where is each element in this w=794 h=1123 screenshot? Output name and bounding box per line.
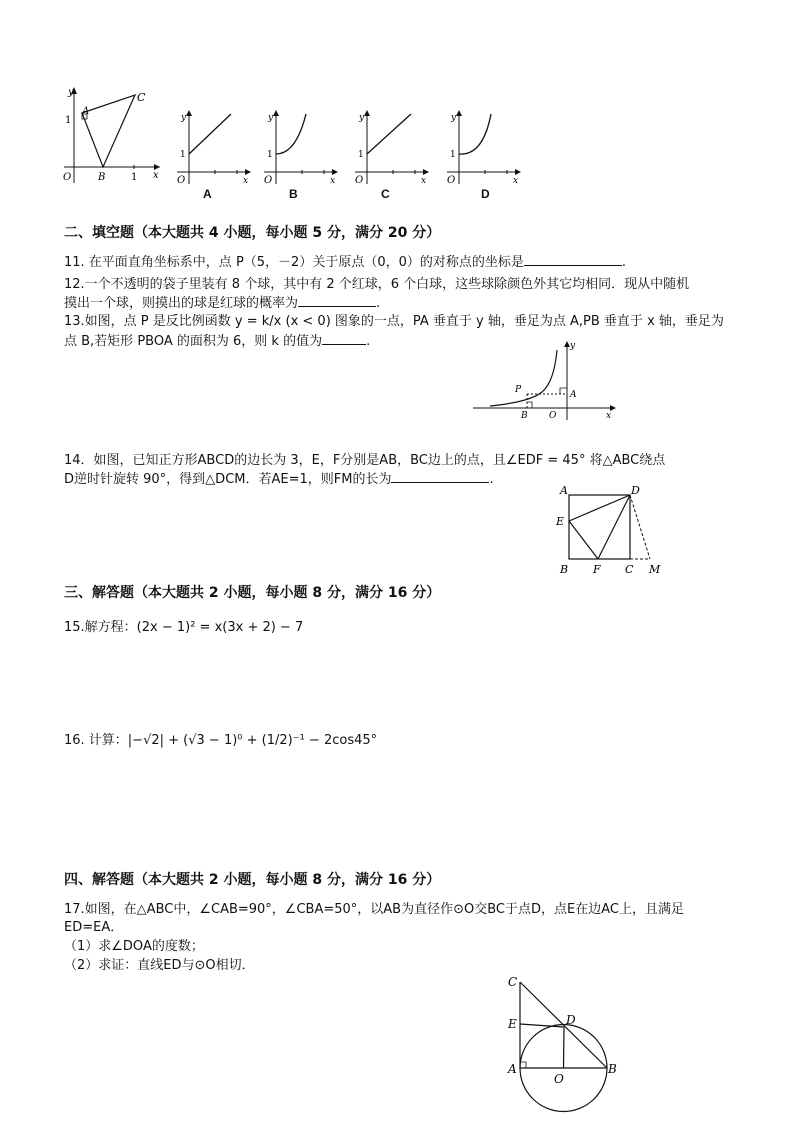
fig14-m: M [649, 563, 661, 576]
axis-one: 1 [358, 150, 364, 160]
question-11 [64, 252, 626, 272]
answer-blank [322, 331, 366, 345]
fig14-e: E [556, 515, 565, 528]
option-graph-c [353, 108, 431, 186]
main-graph [60, 85, 165, 185]
main-origin: O [63, 172, 72, 183]
axis-one: 1 [180, 150, 186, 160]
axis-one: 1 [267, 150, 273, 160]
answer-blank [391, 469, 489, 483]
main-one-y: 1 [65, 115, 72, 126]
axis-y: y [181, 113, 187, 123]
fig17-o: O [554, 1072, 564, 1086]
question-17-sub2: （2）求证：直线ED与⊙O相切． [64, 958, 255, 973]
fig13-b: B [521, 411, 528, 421]
axis-x: x [243, 176, 249, 186]
question-13-end: . [366, 334, 371, 349]
fig17-a: A [508, 1062, 517, 1076]
main-point-c: C [137, 91, 146, 104]
option-label-b: B [289, 187, 298, 201]
question-14-text: D逆时针旋转 90°，得到△DCM．若AE=1，则FM的长为 [64, 472, 392, 487]
answer-blank [524, 252, 622, 266]
axis-origin: O [177, 175, 186, 186]
fig14-f: F [593, 563, 601, 576]
figure-17 [500, 970, 630, 1115]
question-12-line2 [64, 293, 380, 313]
question-12-line1: 12.一个不透明的袋子里装有 8 个球，其中有 2 个红球，6 个白球，这些球除颜色外其它均相同．现从中随机 [64, 277, 690, 292]
fig17-b: B [608, 1062, 617, 1076]
figure-13 [470, 338, 620, 423]
question-12-text: 摸出一个球，则摸出的球是红球的概率为 [64, 296, 299, 311]
section2-heading: 二、填空题（本大题共 4 小题，每小题 5 分，满分 20 分） [64, 225, 441, 241]
axis-y: y [268, 113, 274, 123]
axis-y: y [359, 113, 365, 123]
main-one-x: 1 [131, 172, 138, 183]
fig17-d: D [566, 1013, 576, 1027]
axis-origin: O [355, 175, 364, 186]
option-graph-a [175, 108, 253, 186]
option-graph-d [445, 108, 523, 186]
axis-y: y [451, 113, 457, 123]
fig13-a: A [570, 390, 577, 400]
axis-origin: O [447, 175, 456, 186]
question-17-line1: 17.如图，在△ABC中，∠CAB=90°，∠CBA=50°，以AB为直径作⊙O交BC于点D，点E在边AC上，且满足 [64, 902, 684, 917]
fig13-x: x [606, 411, 612, 421]
main-point-a: A [82, 106, 90, 117]
section4-heading: 四、解答题（本大题共 2 小题，每小题 8 分，满分 16 分） [64, 872, 441, 888]
question-12-end: . [376, 296, 381, 311]
axis-origin: O [264, 175, 273, 186]
question-17-sub1: （1）求∠DOA的度数； [64, 939, 204, 954]
fig13-y: y [570, 341, 576, 351]
option-label-c: C [381, 187, 390, 201]
question-14-line1: 14．如图，已知正方形ABCD的边长为 3，E，F分别是AB，BC边上的点，且∠EDF = 45° 将△ABC绕点 [64, 453, 666, 468]
option-label-d: D [481, 187, 490, 201]
axis-x: x [421, 176, 427, 186]
option-label-a: A [203, 187, 212, 201]
question-15: 15.解方程：(2x − 1)² = x(3x + 2) − 7 [64, 620, 304, 635]
answer-blank [298, 293, 376, 307]
main-x-label: x [153, 170, 159, 181]
axis-x: x [330, 176, 336, 186]
fig14-d: D [631, 484, 640, 497]
fig14-a: A [560, 484, 568, 497]
option-graph-b [262, 108, 340, 186]
figure-14 [552, 483, 672, 578]
section3-heading: 三、解答题（本大题共 2 小题，每小题 8 分，满分 16 分） [64, 585, 441, 601]
question-16: 16. 计算：|−√2| + (√3 − 1)⁰ + (1/2)⁻¹ − 2cos45° [64, 733, 378, 748]
fig17-c: C [508, 975, 518, 989]
question-13-text: 点 B,若矩形 PBOA 的面积为 6，则 k 的值为 [64, 334, 323, 349]
question-17-line2: ED=EA． [64, 920, 124, 935]
main-point-b: B [98, 172, 106, 183]
question-11-end: . [621, 255, 627, 270]
fig13-p: P [515, 385, 522, 395]
fig14-c: C [625, 563, 634, 576]
question-11-text: 11. 在平面直角坐标系中，点 P（5，－2）关于原点（0，0）的对称点的坐标是 [64, 255, 524, 270]
axis-x: x [513, 176, 519, 186]
question-14-end: . [489, 472, 494, 487]
axis-one: 1 [450, 150, 456, 160]
question-13-line1: 13.如图，点 P 是反比例函数 y = k/x (x < 0) 图象的一点，PA 垂直于 y 轴，垂足为点 A,PB 垂直于 x 轴，垂足为 [64, 314, 724, 329]
fig17-e: E [508, 1017, 517, 1031]
question-13-line2 [64, 331, 370, 351]
fig13-o: O [549, 411, 557, 421]
main-y-label: y [68, 87, 74, 98]
question-14-line2 [64, 469, 494, 489]
fig14-b: B [560, 563, 569, 576]
